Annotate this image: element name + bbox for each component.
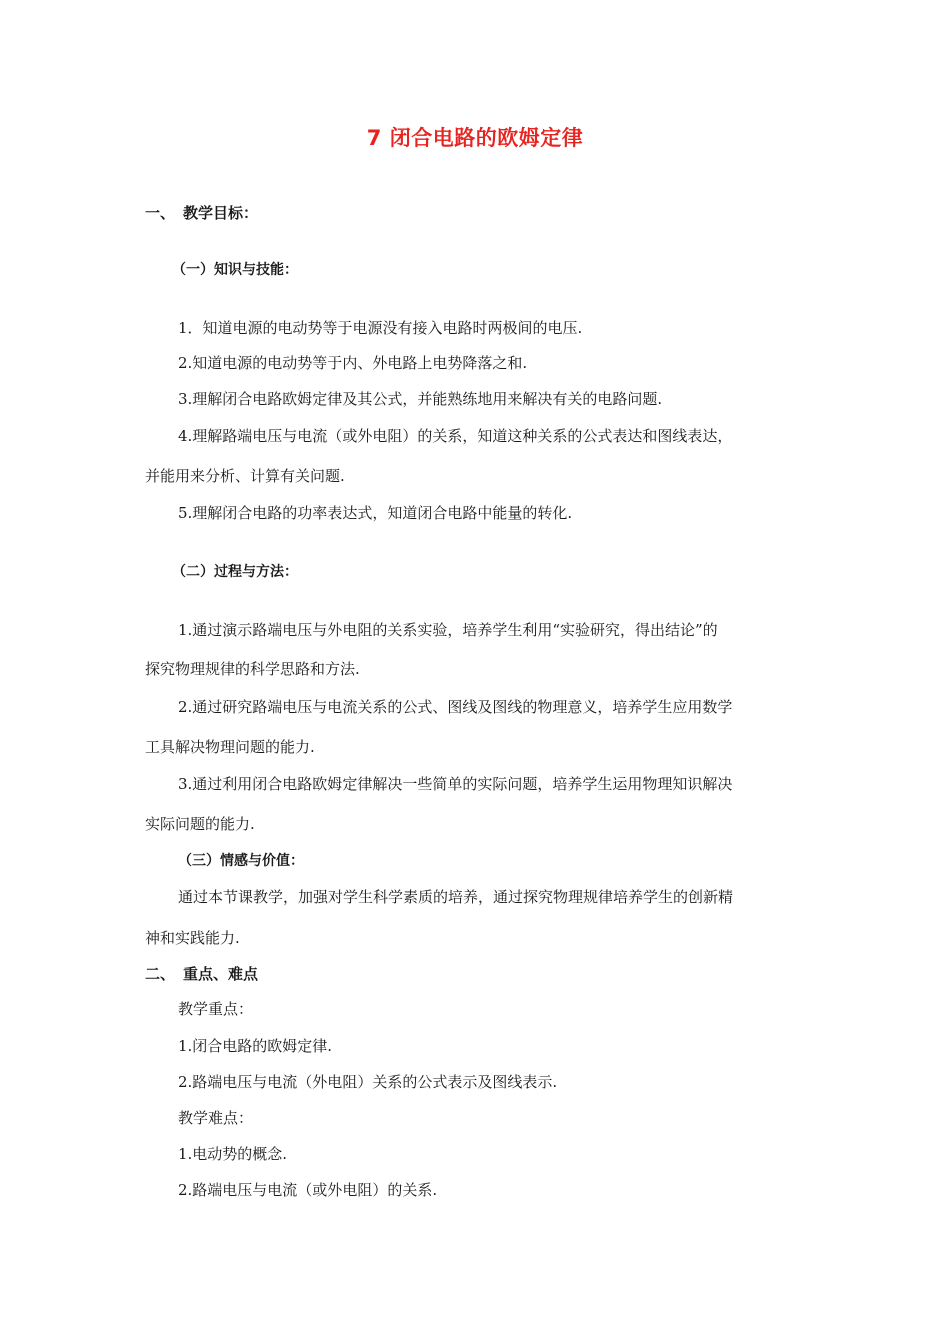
- section-number: 二、: [145, 965, 176, 983]
- paragraph-line: 通过本节课教学，加强对学生科学素质的培养，通过探究物理规律培养学生的创新精: [178, 888, 734, 906]
- paragraph-line: 神和实践能力.: [145, 929, 240, 947]
- paragraph-line: 2.路端电压与电流（外电阻）关系的公式表示及图线表示.: [178, 1073, 558, 1091]
- paragraph-line: 1.通过演示路端电压与外电阻的关系实验，培养学生利用“实验研究，得出结论”的: [178, 621, 718, 639]
- key-points-label: 教学重点：: [178, 1000, 254, 1018]
- paragraph-line: 2.通过研究路端电压与电流关系的公式、图线及图线的物理意义，培养学生应用数学: [178, 698, 733, 716]
- paragraph-line: 并能用来分析、计算有关问题.: [145, 467, 345, 485]
- difficulty-label: 教学难点：: [178, 1109, 254, 1127]
- paragraph-line: 1.闭合电路的欧姆定律.: [178, 1037, 333, 1055]
- document-title: 7 闭合电路的欧姆定律: [366, 126, 584, 150]
- section-number: 一、: [145, 204, 176, 222]
- paragraph-line: 探究物理规律的科学思路和方法.: [145, 660, 360, 678]
- paragraph-line: 3.理解闭合电路欧姆定律及其公式，并能熟练地用来解决有关的电路问题.: [178, 390, 663, 408]
- paragraph-line: 1．知道电源的电动势等于电源没有接入电路时两极间的电压.: [178, 319, 583, 337]
- section-title: 重点、难点: [183, 965, 259, 983]
- subsection-heading-knowledge: （一）知识与技能：: [172, 262, 298, 278]
- section-title: 教学目标：: [183, 204, 259, 222]
- paragraph-line: 2.知道电源的电动势等于内、外电路上电势降落之和.: [178, 354, 528, 372]
- section-heading-key-difficult: [145, 964, 258, 984]
- paragraph-line: 1.电动势的概念.: [178, 1145, 288, 1163]
- paragraph-line: 5.理解闭合电路的功率表达式，知道闭合电路中能量的转化.: [178, 504, 573, 522]
- paragraph-line: 2.路端电压与电流（或外电阻）的关系.: [178, 1181, 438, 1199]
- paragraph-line: 工具解决物理问题的能力.: [145, 738, 315, 756]
- paragraph-line: 实际问题的能力.: [145, 815, 255, 833]
- section-heading-teaching-goals: [145, 203, 258, 223]
- subsection-heading-process-method: （二）过程与方法：: [172, 564, 298, 580]
- paragraph-line: 4.理解路端电压与电流（或外电阻）的关系，知道这种关系的公式表达和图线表达，: [178, 427, 733, 445]
- paragraph-line: 3.通过利用闭合电路欧姆定律解决一些简单的实际问题，培养学生运用物理知识解决: [178, 775, 733, 793]
- subsection-heading-emotion-value: （三）情感与价值：: [178, 853, 304, 869]
